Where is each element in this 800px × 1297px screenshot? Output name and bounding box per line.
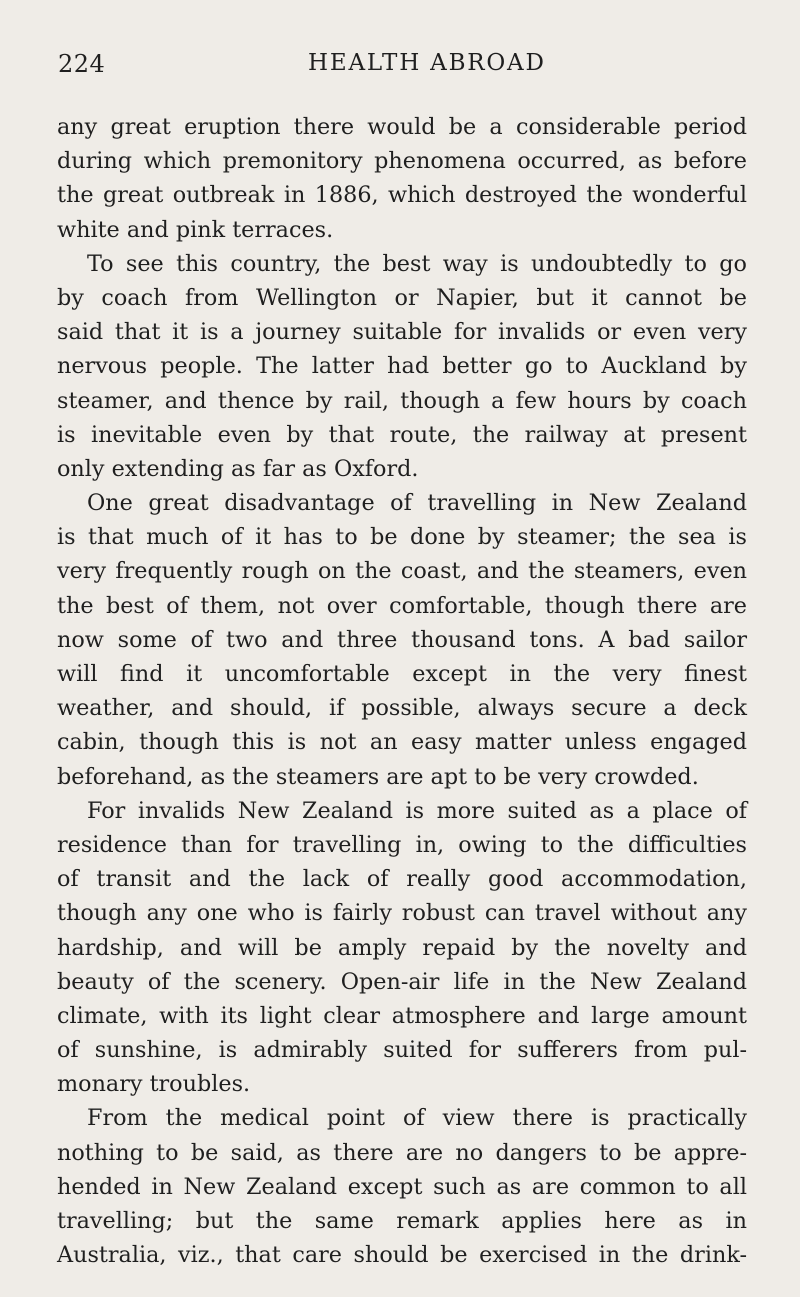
body-text — [57, 110, 747, 1272]
text-line: though any one who is fairly robust can travel without any — [57, 900, 747, 927]
text-line: is inevitable even by that route, the railway at present — [57, 421, 747, 448]
text-line: One great disadvantage of travelling in New Zealand — [87, 490, 747, 517]
running-head — [58, 50, 748, 84]
text-line: by coach from Wellington or Napier, but it cannot be — [57, 284, 747, 311]
text-line: beauty of the scenery. Open-air life in the New Zealand — [57, 968, 747, 995]
text-line: beforehand, as the steamers are apt to be very crowded. — [57, 763, 699, 790]
text-line: weather, and should, if possible, always secure a deck — [57, 695, 747, 722]
text-line: only extending as far as Oxford. — [57, 455, 419, 482]
text-line: very frequently rough on the coast, and the steamers, even — [57, 558, 747, 585]
text-line: residence than for travelling in, owing to the difficulties — [57, 831, 747, 858]
text-line: white and pink terraces. — [57, 216, 334, 243]
text-line: Australia, viz., that care should be exercised in the drink- — [57, 1242, 747, 1269]
text-line: cabin, though this is not an easy matter unless engaged — [57, 729, 747, 756]
text-line: nothing to be said, as there are no dangers to be appre- — [57, 1139, 747, 1166]
text-line: of sunshine, is admirably suited for sufferers from pul- — [57, 1037, 747, 1064]
text-line: travelling; but the same remark applies here as in — [57, 1208, 747, 1234]
text-line: nervous people. The latter had better go to Auckland by — [57, 353, 747, 380]
text-line: now some of two and three thousand tons. A bad sailor — [57, 626, 747, 653]
running-title: HEALTH ABROAD — [308, 50, 546, 76]
text-line: To see this country, the best way is undoubtedly to go — [87, 250, 747, 277]
text-line: For invalids New Zealand is more suited as a place of — [87, 797, 747, 824]
text-line: the great outbreak in 1886, which destroyed the wonderful — [57, 182, 747, 209]
text-line: any great eruption there would be a considerable period — [57, 114, 747, 140]
text-line: will find it uncomfortable except in the very finest — [57, 661, 747, 687]
text-line: is that much of it has to be done by steamer; the sea is — [57, 524, 747, 551]
text-line: climate, with its light clear atmosphere and large amount — [57, 1002, 747, 1029]
text-line: monary troubles. — [57, 1071, 251, 1098]
text-line: of transit and the lack of really good accommodation, — [57, 866, 747, 893]
text-line: hardship, and will be amply repaid by the novelty and — [57, 934, 747, 961]
text-line: during which premonitory phenomena occurred, as before — [57, 148, 747, 175]
page-number: 224 — [58, 50, 106, 78]
text-line: the best of them, not over comfortable, though there are — [57, 592, 747, 619]
text-line: said that it is a journey suitable for invalids or even very — [57, 319, 747, 346]
text-line: hended in New Zealand except such as are common to all — [57, 1173, 747, 1200]
text-line: From the medical point of view there is practically — [87, 1105, 747, 1132]
text-line: steamer, and thence by rail, though a few hours by coach — [57, 387, 747, 414]
